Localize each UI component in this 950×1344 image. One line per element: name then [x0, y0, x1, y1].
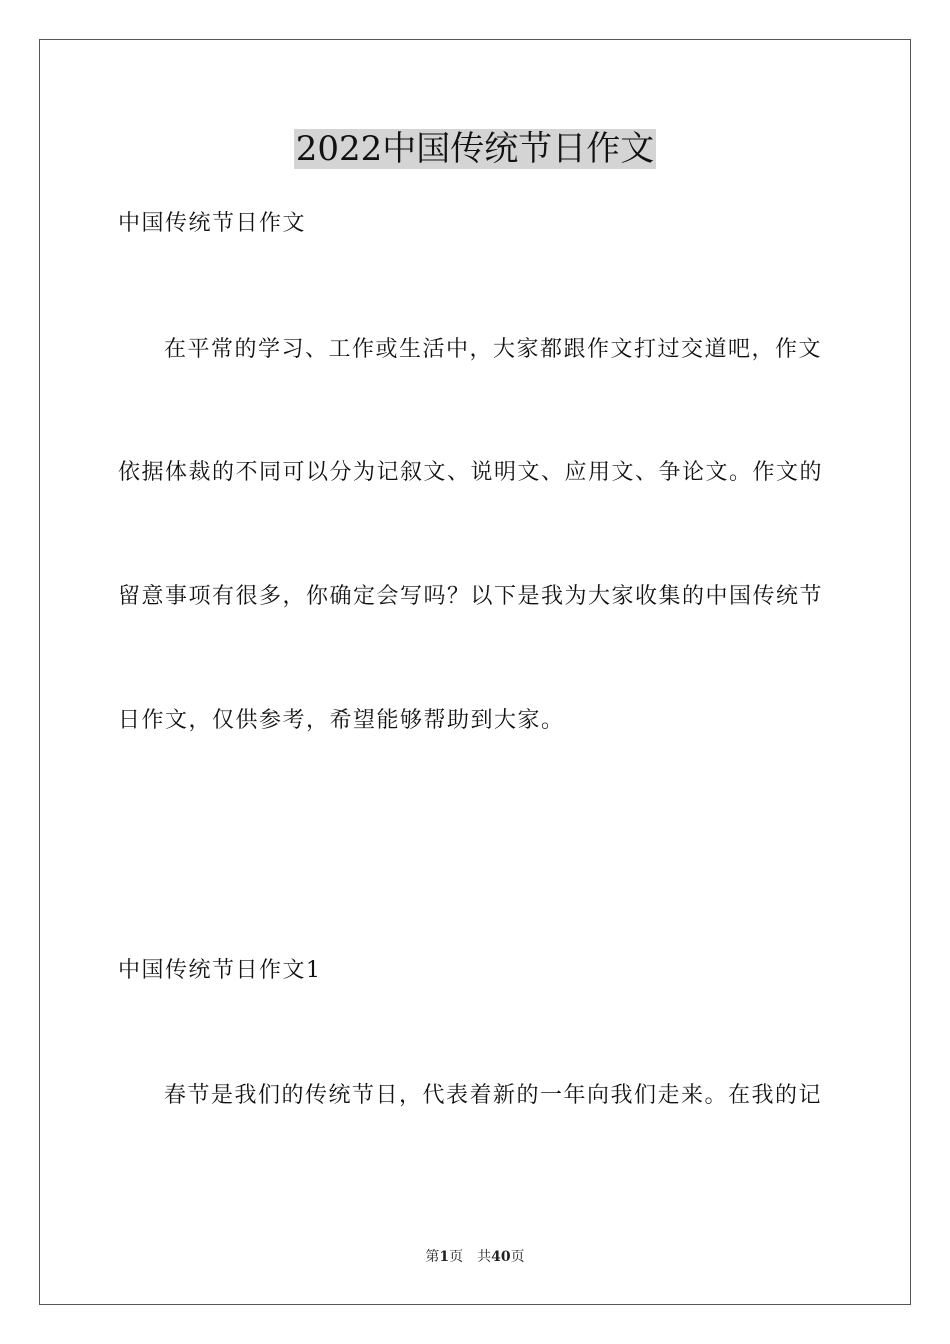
- footer-mid: 页 共: [449, 1249, 492, 1265]
- footer-page-current: 1: [439, 1249, 450, 1265]
- footer-prefix: 第: [425, 1249, 440, 1265]
- paragraph-line: 在平常的学习、工作或生活中，大家都跟作文打过交道吧，作文: [164, 337, 823, 362]
- page-footer: [0, 1248, 950, 1266]
- section-heading: 中国传统节日作文1: [118, 958, 322, 983]
- document-title-text: 2022中国传统节日作文: [295, 129, 655, 169]
- footer-page-total: 40: [491, 1249, 511, 1265]
- paragraph-line: 日作文，仅供参考，希望能够帮助到大家。: [118, 708, 565, 733]
- footer-suffix: 页: [510, 1249, 525, 1265]
- paragraph-line: 依据体裁的不同可以分为记叙文、说明文、应用文、争论文。作文的: [118, 460, 824, 485]
- paragraph-line: 春节是我们的传统节日，代表着新的一年向我们走来。在我的记: [164, 1083, 823, 1108]
- document-title: [0, 128, 950, 170]
- paragraph-line: 留意事项有很多，你确定会写吗？以下是我为大家收集的中国传统节: [118, 584, 824, 609]
- document-subtitle: 中国传统节日作文: [118, 211, 307, 236]
